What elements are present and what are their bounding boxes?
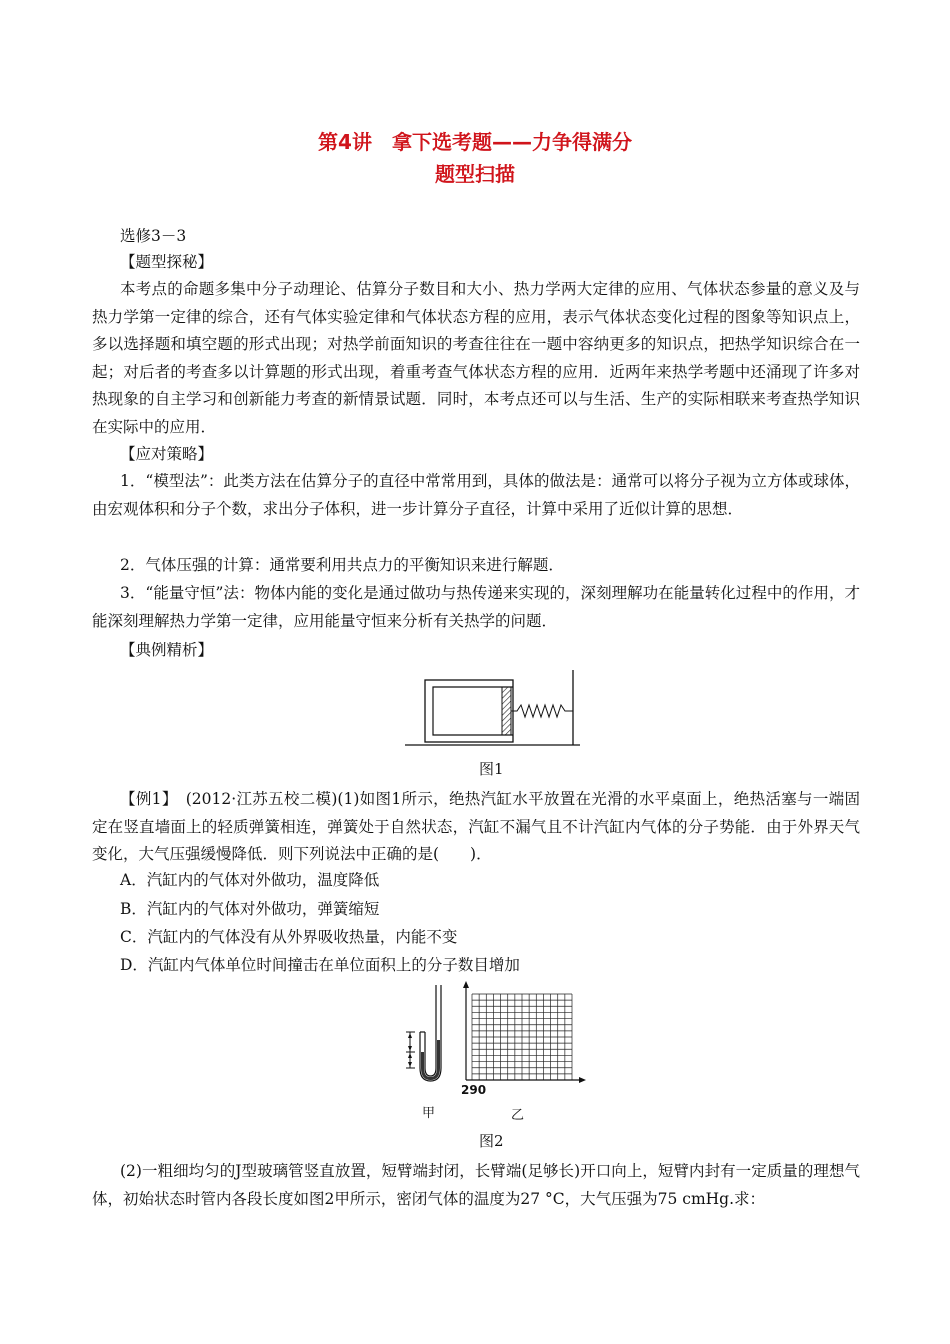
option-d: D．汽缸内气体单位时间撞击在单位面积上的分子数目增加	[120, 956, 520, 974]
figure-2-caption: 图2	[479, 1132, 504, 1150]
option-a: A．汽缸内的气体对外做功，温度降低	[120, 871, 380, 889]
section-heading-explore: 【题型探秘】	[120, 253, 214, 271]
module-label: 选修3－3	[120, 227, 187, 245]
section-heading-strategy: 【应对策略】	[120, 445, 214, 463]
figure-1-caption: 图1	[479, 760, 504, 778]
option-c: C．汽缸内的气体没有从外界吸收热量，内能不变	[120, 928, 458, 946]
figure-2-label-jia: 甲	[422, 1106, 436, 1121]
figure-1-cylinder-diagram	[405, 665, 580, 750]
strategy-item-3: 3．“能量守恒”法：物体内能的变化是通过做功与热传递来实现的，深刻理解功在能量转化过程中的作用，才能深刻理解热力学第一定律，应用能量守恒来分析有关热学的问题．	[92, 584, 860, 630]
example-1-question: 【例1】 (2012·江苏五校二模)(1)如图1所示，绝热汽缸水平放置在光滑的水平桌面上，绝热活塞与一端固定在竖直墙面上的轻质弹簧相连，弹簧处于自然状态，汽缸不漏气且不计汽缸内气体的分子势能．由于外界天气变化，大气压强缓慢降低．则下列说法中正确的是( )．	[92, 790, 860, 863]
strategy-item-2: 2．气体压强的计算：通常要利用共点力的平衡知识来进行解题．	[120, 556, 564, 574]
option-b: B．汽缸内的气体对外做功，弹簧缩短	[120, 900, 380, 918]
example-1-part-2: (2)一粗细均匀的J型玻璃管竖直放置，短臂端封闭，长臂端(足够长)开口向上，短臂内封有一定质量的理想气体，初始状态时管内各段长度如图2甲所示，密闭气体的温度为27 °C，大气压强为75 cmHg.求：	[92, 1162, 860, 1208]
explore-paragraph: 本考点的命题多集中分子动理论、估算分子数目和大小、热力学两大定律的应用、气体状态参量的意义及与热力学第一定律的综合，还有气体实验定律和气体状态方程的应用，表示气体状态变化过程的图象等知识点上，多以选择题和填空题的形式出现；对热学前面知识的考查往往在一题中容纳更多的知识点，把热学知识综合在一起；对后者的考查多以计算题的形式出现，着重考查气体状态方程的应用．近两年来热学考题中还涌现了许多对热现象的自主学习和创新能力考查的新情景试题．同时，本考点还可以与生活、生产的实际相联来考查热学知识在实际中的应用．	[92, 280, 860, 436]
strategy-item-1: 1．“模型法”：此类方法在估算分子的直径中常常用到，具体的做法是：通常可以将分子视为立方体或球体，由宏观体积和分子个数，求出分子体积，进一步计算分子直径，计算中采用了近似计算的思想．	[92, 472, 860, 518]
figure-2-axis-value: 290	[461, 1083, 487, 1097]
section-heading-examples: 【典例精析】	[120, 641, 214, 659]
page-title: 第4讲 拿下选考题——力争得满分	[318, 130, 632, 154]
figure-2-j-tube-diagram	[400, 980, 455, 1095]
figure-2-grid-graph	[458, 980, 588, 1100]
figure-2-label-yi: 乙	[511, 1108, 525, 1123]
page-subtitle: 题型扫描	[435, 162, 515, 186]
